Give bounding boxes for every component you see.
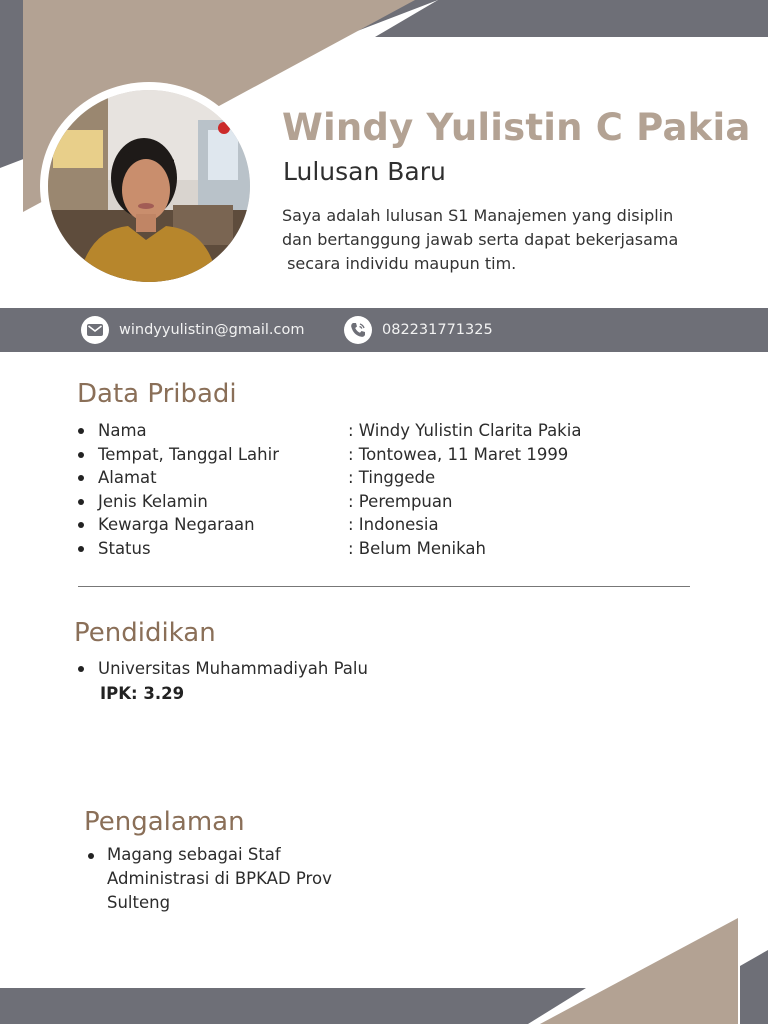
contact-bar: [0, 308, 768, 352]
field-label: Nama: [98, 421, 147, 440]
experience-line: Magang sebagai Staf: [107, 845, 281, 864]
portrait-illustration: [48, 90, 250, 282]
candidate-role: Lulusan Baru: [283, 157, 446, 186]
list-item: [76, 490, 696, 514]
profile-photo: [40, 82, 258, 290]
field-value: : Perempuan: [348, 491, 453, 511]
profile-summary: [282, 204, 712, 276]
field-value: : Windy Yulistin Clarita Pakia: [348, 421, 582, 440]
field-label: Status: [98, 538, 151, 558]
list-item: [76, 537, 696, 561]
field-value: : Belum Menikah: [348, 538, 486, 558]
field-value: : Tinggede: [348, 468, 436, 488]
email-text[interactable]: windyyulistin@gmail.com: [119, 322, 305, 338]
candidate-name: Windy Yulistin C Pakia: [282, 106, 751, 149]
gpa-value: IPK: 3.29: [100, 684, 185, 703]
field-label: Kewarga Negaraan: [98, 515, 255, 535]
education-list: [76, 657, 476, 681]
field-label: Jenis Kelamin: [98, 491, 208, 511]
field-value: : Tontowea, 11 Maret 1999: [348, 444, 569, 464]
field-label: Tempat, Tanggal Lahir: [98, 444, 279, 464]
section-divider: [78, 586, 690, 587]
experience-line: Sulteng: [107, 893, 171, 912]
list-item: [76, 419, 696, 443]
summary-line: dan bertanggung jawab serta dapat bekerjasama: [282, 230, 679, 249]
personal-data-list: [76, 419, 696, 561]
list-item: [76, 443, 696, 467]
list-item: [76, 657, 476, 681]
list-item: [76, 513, 696, 537]
contact-phone[interactable]: [344, 308, 493, 352]
contact-email[interactable]: [81, 308, 305, 352]
field-label: Alamat: [98, 468, 157, 488]
list-item: [76, 466, 696, 490]
section-title-education: Pendidikan: [74, 618, 216, 648]
experience-item: [86, 843, 367, 915]
phone-text[interactable]: 082231771325: [382, 322, 493, 338]
field-value: : Indonesia: [348, 515, 439, 535]
summary-line: Saya adalah lulusan S1 Manajemen yang disiplin: [282, 206, 674, 225]
experience-line: Administrasi di BPKAD Prov: [107, 869, 332, 888]
bullet: [88, 853, 94, 859]
phone-icon: [344, 316, 372, 344]
summary-line: secara individu maupun tim.: [282, 254, 517, 273]
section-title-experience: Pengalaman: [84, 807, 245, 837]
school-name: Universitas Muhammadiyah Palu: [98, 659, 368, 678]
section-title-personal: Data Pribadi: [77, 379, 237, 409]
envelope-icon: [81, 316, 109, 344]
